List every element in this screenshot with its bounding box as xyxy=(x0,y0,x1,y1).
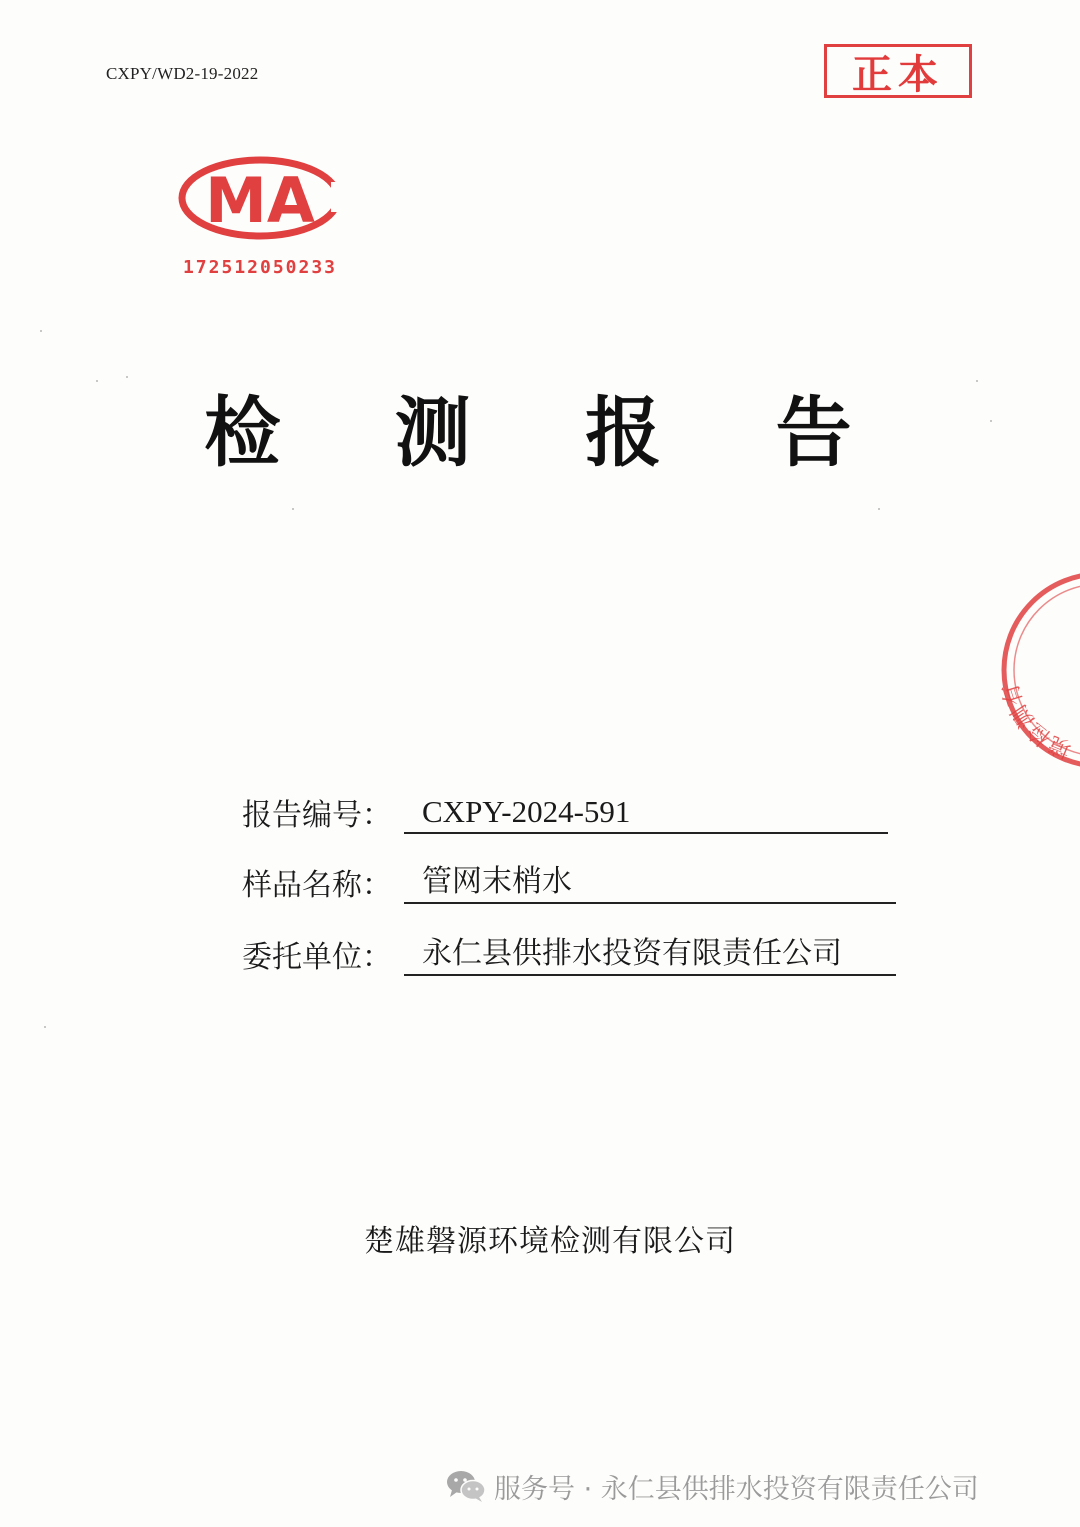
report-number-value: CXPY-2024-591 xyxy=(404,794,888,834)
client-unit-value: 永仁县供排水投资有限责任公司 xyxy=(404,936,896,976)
scan-speck xyxy=(878,508,880,510)
cma-certification-mark xyxy=(176,152,356,286)
seal-text: 境检测有 xyxy=(1000,680,1076,762)
cma-letters: MA xyxy=(205,164,315,237)
scan-speck xyxy=(990,420,992,422)
scan-speck xyxy=(976,380,978,382)
cma-number: 172512050233 xyxy=(182,257,338,278)
sample-name-value: 管网末梢水 xyxy=(404,864,896,904)
scan-speck xyxy=(126,376,128,378)
report-number-label: 报告编号： xyxy=(242,798,392,833)
wechat-icon xyxy=(446,1469,486,1503)
sample-name-row xyxy=(242,860,896,904)
scan-speck xyxy=(292,508,294,510)
scan-speck xyxy=(96,380,98,382)
client-unit-row xyxy=(242,932,896,976)
scan-speck xyxy=(40,330,42,332)
sample-name-label: 样品名称： xyxy=(242,868,392,903)
document-code: CXPY/WD2-19-2022 xyxy=(106,64,259,83)
original-copy-stamp: 正本 xyxy=(824,44,972,98)
wechat-watermark xyxy=(446,1466,979,1506)
client-unit-label: 委托单位： xyxy=(242,940,392,975)
watermark-text: 服务号 · 永仁县供排水投资有限责任公司 xyxy=(494,1473,979,1505)
testing-company-name: 楚雄磐源环境检测有限公司 xyxy=(364,1224,736,1259)
page-title: 检 测 报 告 xyxy=(204,388,896,477)
scan-speck xyxy=(44,1026,46,1028)
company-seal xyxy=(1000,568,1080,776)
report-number-row xyxy=(242,790,888,834)
